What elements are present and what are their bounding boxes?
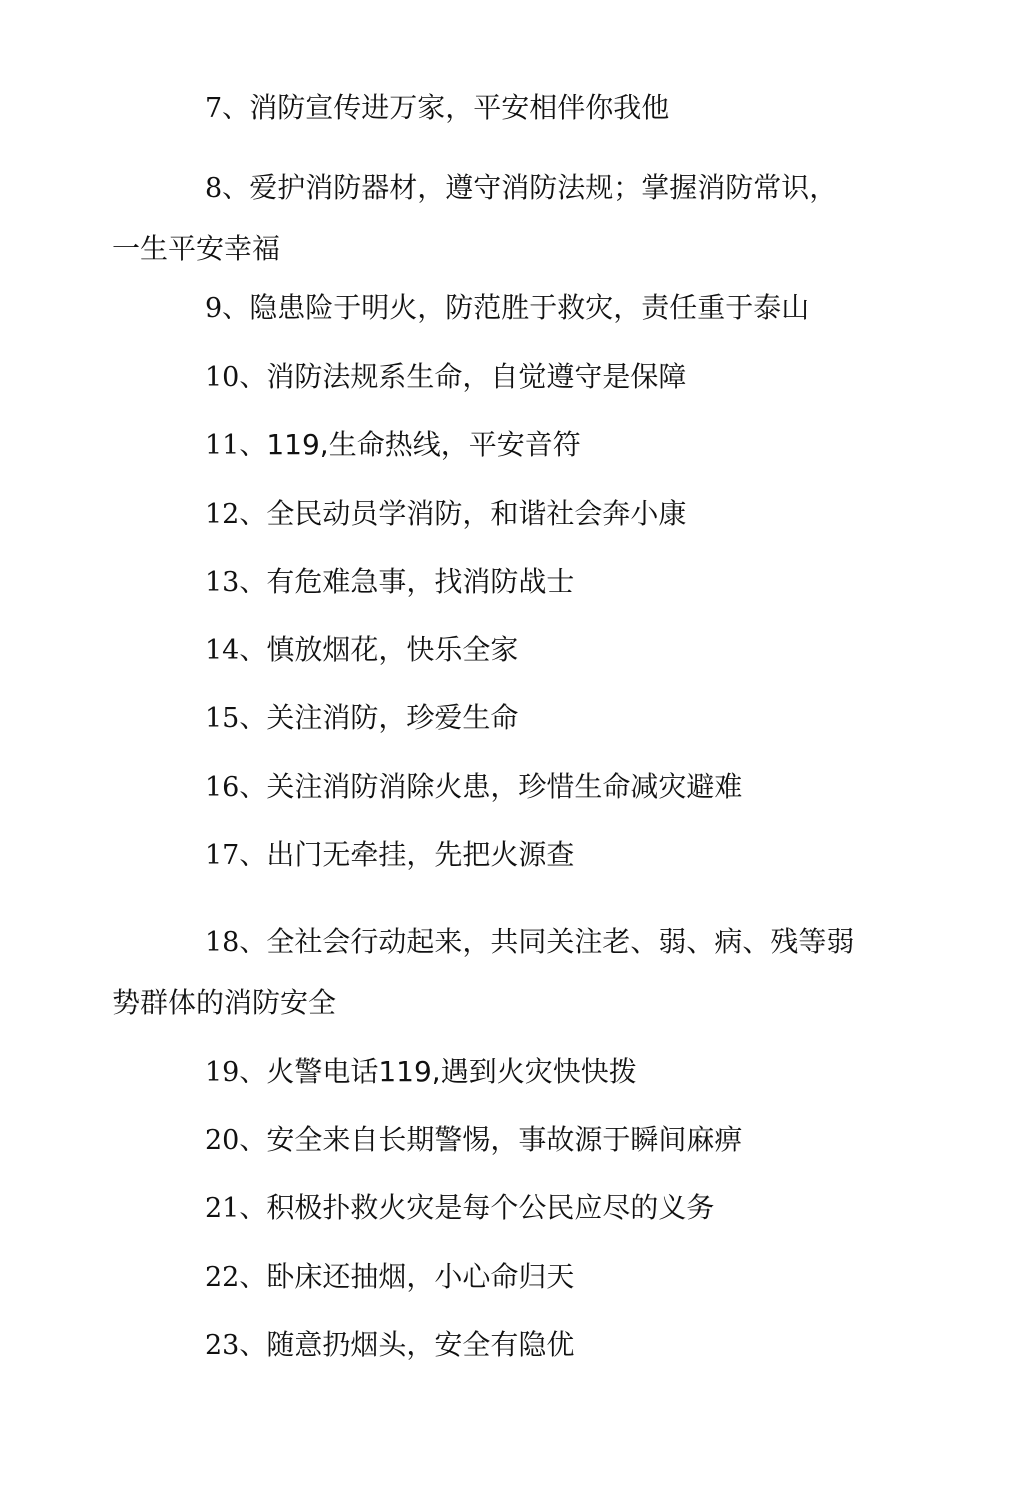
item-number: 23、 [205, 1330, 267, 1361]
item-number: 14、 [205, 635, 267, 666]
item-text: 119,生命热线，平安音符 [266, 428, 581, 461]
item-number: 12、 [205, 499, 267, 530]
item-number: 10、 [205, 362, 267, 393]
slogan-item-19 [112, 1042, 902, 1103]
item-number: 7、 [205, 93, 250, 124]
slogan-line [112, 552, 902, 613]
slogan-item-15 [112, 688, 902, 749]
slogan-item-18 [112, 912, 902, 1033]
item-text: 关注消防消除火患，珍惜生命减灾避难 [266, 770, 743, 803]
item-text: 全民动员学消防，和谐社会奔小康 [266, 497, 687, 530]
slogan-line [112, 484, 902, 545]
slogan-item-20 [112, 1110, 902, 1171]
item-number: 19、 [205, 1057, 267, 1088]
slogan-item-10 [112, 347, 902, 408]
item-number: 16、 [205, 772, 267, 803]
item-continuation: 一生平安幸福 [112, 232, 281, 265]
item-text: 消防宣传进万家，平安相伴你我他 [249, 91, 670, 124]
slogan-item-22 [112, 1247, 902, 1308]
slogan-item-17 [112, 825, 902, 886]
slogan-line [112, 1110, 902, 1171]
item-text: 关注消防，珍爱生命 [266, 701, 519, 734]
item-text: 安全来自长期警惕，事故源于瞬间麻痹 [266, 1123, 743, 1156]
slogan-line [112, 158, 902, 219]
item-number: 21、 [205, 1193, 267, 1224]
slogan-line [112, 347, 902, 408]
slogan-line [112, 825, 902, 886]
item-text: 卧床还抽烟，小心命归天 [266, 1260, 575, 1293]
item-number: 8、 [205, 173, 250, 204]
item-number: 15、 [205, 703, 267, 734]
item-text: 爱护消防器材，遵守消防法规；掌握消防常识， [249, 171, 838, 204]
item-number: 9、 [205, 293, 250, 324]
item-text: 全社会行动起来，共同关注老、弱、病、残等弱 [266, 925, 855, 958]
item-continuation: 势群体的消防安全 [112, 986, 337, 1019]
item-number: 17、 [205, 840, 267, 871]
slogan-item-8 [112, 158, 902, 279]
item-number: 18、 [205, 927, 267, 958]
slogan-item-21 [112, 1178, 902, 1239]
slogan-line [112, 1247, 902, 1308]
item-number: 11、 [205, 430, 267, 461]
slogan-line [112, 78, 902, 139]
slogan-item-11 [112, 415, 902, 476]
slogan-item-9 [112, 278, 902, 339]
slogan-line [112, 620, 902, 681]
item-number: 22、 [205, 1262, 267, 1293]
item-text: 火警电话119,遇到火灾快快拨 [266, 1055, 637, 1088]
slogan-item-14 [112, 620, 902, 681]
item-text: 出门无牵挂，先把火源查 [266, 838, 575, 871]
item-text: 积极扑救火灾是每个公民应尽的义务 [266, 1191, 715, 1224]
item-text: 消防法规系生命，自觉遵守是保障 [266, 360, 687, 393]
slogan-line [112, 278, 902, 339]
item-text: 隐患险于明火，防范胜于救灾，责任重于泰山 [249, 291, 810, 324]
item-text: 随意扔烟头，安全有隐优 [266, 1328, 575, 1361]
item-text: 有危难急事，找消防战士 [266, 565, 575, 598]
slogan-item-13 [112, 552, 902, 613]
slogan-item-23 [112, 1315, 902, 1376]
slogan-line [112, 1178, 902, 1239]
slogan-line [112, 912, 902, 973]
slogan-line [112, 1042, 902, 1103]
slogan-item-12 [112, 484, 902, 545]
slogan-line [112, 415, 902, 476]
item-text: 慎放烟花，快乐全家 [266, 633, 519, 666]
item-number: 20、 [205, 1125, 267, 1156]
slogan-line [112, 1315, 902, 1376]
slogan-item-7 [112, 78, 902, 139]
slogan-line [112, 757, 902, 818]
item-number: 13、 [205, 567, 267, 598]
slogan-item-16 [112, 757, 902, 818]
slogan-line [112, 688, 902, 749]
